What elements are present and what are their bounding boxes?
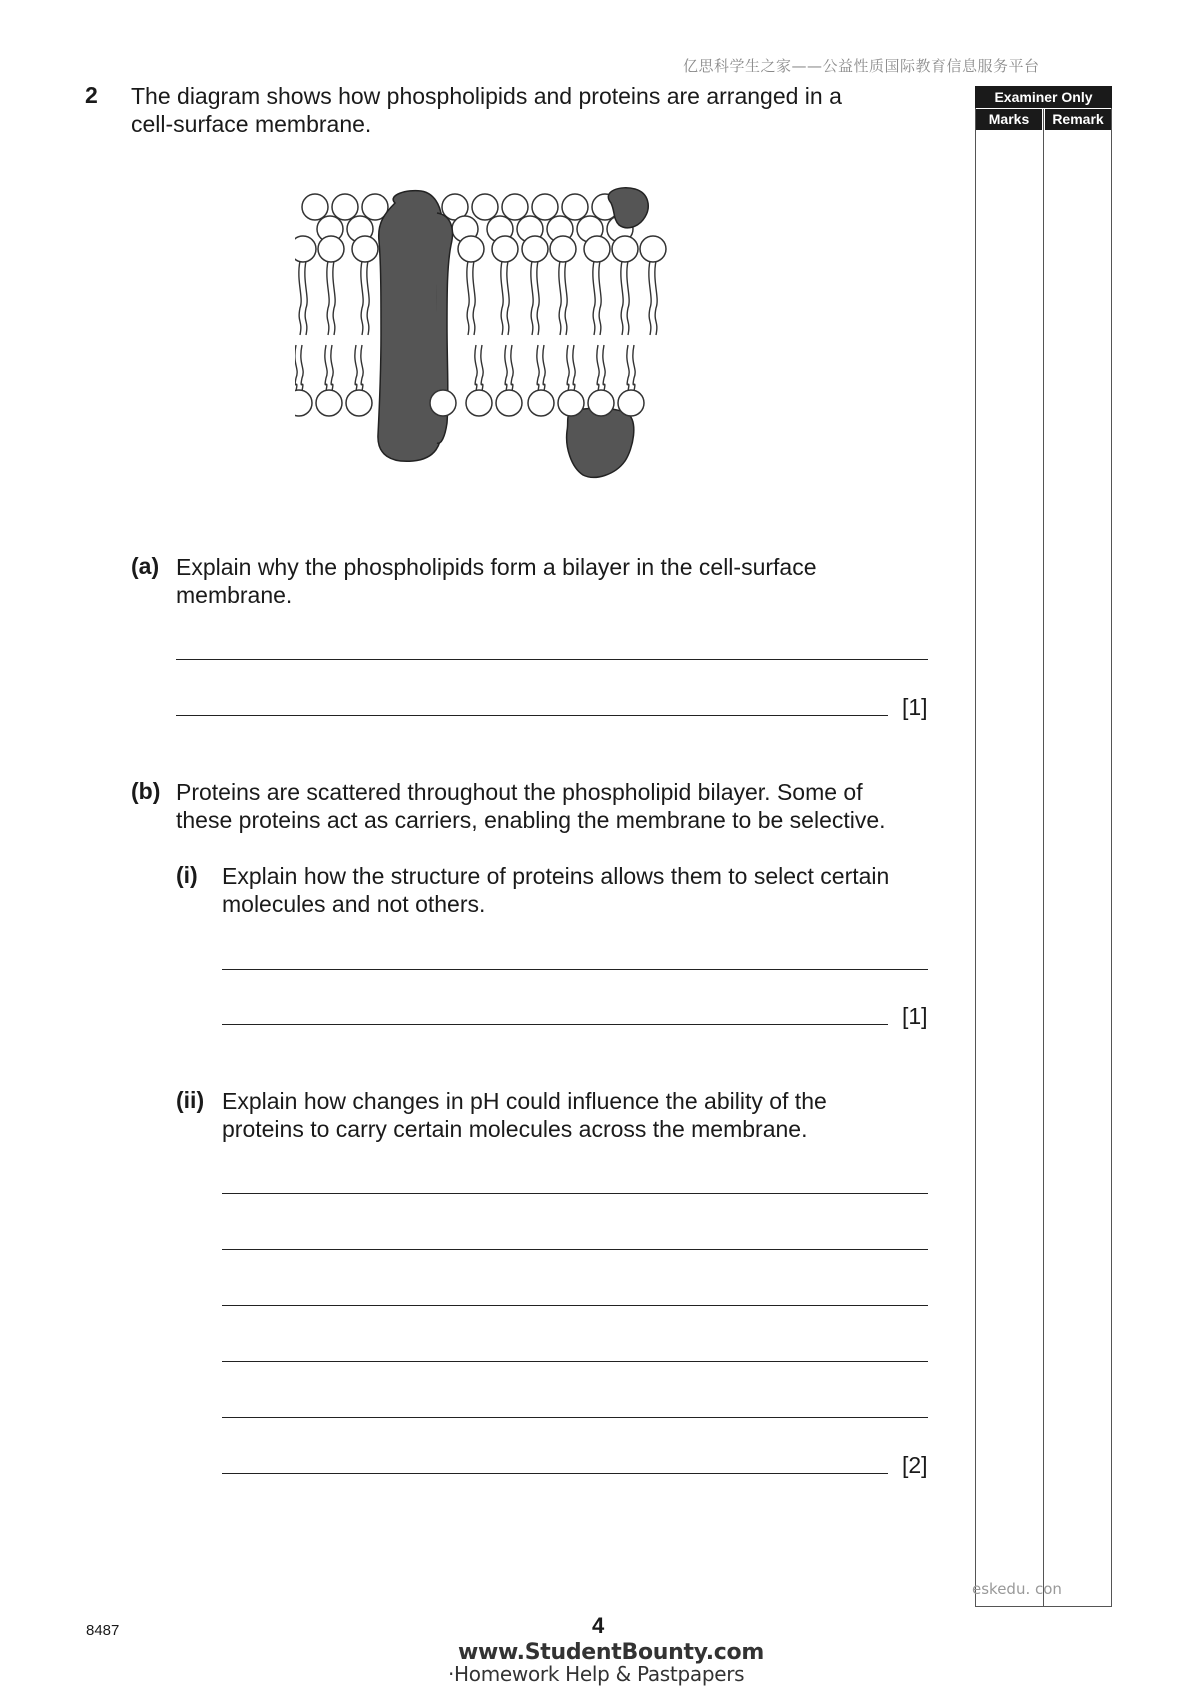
phospholipid-tail xyxy=(603,345,605,391)
phospholipid-head xyxy=(346,390,372,416)
cell-membrane-diagram xyxy=(295,185,715,495)
page-number: 4 xyxy=(592,1613,605,1638)
phospholipid-head xyxy=(318,236,344,262)
phospholipid-tail xyxy=(559,261,561,335)
phospholipid-head xyxy=(302,194,328,220)
phospholipid-head xyxy=(295,390,312,416)
phospholipid-tail xyxy=(593,261,595,335)
phospholipid-tail xyxy=(621,261,623,335)
phospholipid-tail xyxy=(543,345,545,391)
phospholipid-tail xyxy=(531,261,533,335)
phospholipid-tail xyxy=(505,345,507,391)
part-a-label: (a) xyxy=(131,553,160,579)
part-b-ii-question-line1: Explain how changes in pH could influence the ability of the xyxy=(222,1088,827,1114)
phospholipid-tail xyxy=(627,261,629,335)
phospholipid-tail xyxy=(331,345,333,391)
phospholipid-head xyxy=(466,390,492,416)
phospholipid-head xyxy=(558,390,584,416)
phospholipid-tail xyxy=(597,345,599,391)
channel-protein xyxy=(378,191,442,462)
header-watermark: 亿思科学生之家——公益性质国际教育信息服务平台 xyxy=(683,57,1040,75)
examiner-title: Examiner Only xyxy=(975,86,1112,108)
examiner-remark-header: Remark xyxy=(1045,109,1111,130)
phospholipid-tail xyxy=(299,261,301,335)
part-a-question-line2: membrane. xyxy=(176,582,293,608)
part-b-i-question-line1: Explain how the structure of proteins allows them to select certain xyxy=(222,863,890,889)
phospholipid-tail xyxy=(467,261,469,335)
phospholipid-tail xyxy=(301,345,303,391)
phospholipid-tail xyxy=(507,261,509,335)
part-b-i-answer-line[interactable] xyxy=(222,1024,888,1025)
phospholipid-head xyxy=(612,236,638,262)
question-intro-line2: cell-surface membrane. xyxy=(131,111,372,137)
phospholipid-head xyxy=(584,236,610,262)
part-b-i-label: (i) xyxy=(176,862,198,888)
site-url-logo[interactable]: www.StudentBounty.com xyxy=(458,1640,764,1665)
phospholipid-head xyxy=(562,194,588,220)
phospholipid-head xyxy=(640,236,666,262)
paper-code: 8487 xyxy=(86,1622,120,1639)
phospholipid-tail xyxy=(573,345,575,391)
phospholipid-head xyxy=(332,194,358,220)
part-b-ii-marks: [2] xyxy=(902,1452,928,1478)
examiner-column-divider xyxy=(1043,109,1044,1607)
phospholipid-tail xyxy=(565,261,567,335)
phospholipid-head xyxy=(492,236,518,262)
question-number: 2 xyxy=(85,82,98,108)
part-b-ii-answer-line[interactable] xyxy=(222,1361,928,1362)
phospholipid-head xyxy=(588,390,614,416)
examiner-marks-header: Marks xyxy=(976,109,1042,130)
phospholipid-head xyxy=(522,236,548,262)
phospholipid-head xyxy=(316,390,342,416)
part-b-label: (b) xyxy=(131,778,161,804)
footer-watermark: eskedu. con xyxy=(972,1580,1062,1598)
phospholipid-head xyxy=(550,236,576,262)
part-b-ii-answer-line[interactable] xyxy=(222,1417,928,1418)
phospholipid-tail xyxy=(333,261,335,335)
part-a-marks: [1] xyxy=(902,694,928,720)
phospholipid-tail xyxy=(355,345,357,391)
question-intro-line1: The diagram shows how phospholipids and proteins are arranged in a xyxy=(131,83,842,109)
phospholipid-heads-bottom xyxy=(295,390,644,416)
phospholipid-tail xyxy=(633,345,635,391)
phospholipid-head xyxy=(532,194,558,220)
phospholipid-heads-top xyxy=(302,194,648,242)
phospholipid-tail xyxy=(511,345,513,391)
phospholipid-head xyxy=(352,236,378,262)
part-b-ii-label: (ii) xyxy=(176,1087,205,1113)
phospholipid-head xyxy=(458,236,484,262)
phospholipid-head xyxy=(528,390,554,416)
phospholipid-head xyxy=(295,236,316,262)
part-b-ii-question-line2: proteins to carry certain molecules across the membrane. xyxy=(222,1116,808,1142)
phospholipid-tail xyxy=(649,261,651,335)
part-b-text-line1: Proteins are scattered throughout the phospholipid bilayer. Some of xyxy=(176,779,863,805)
part-a-question-line1: Explain why the phospholipids form a bilayer in the cell-surface xyxy=(176,554,817,580)
phospholipid-head xyxy=(472,194,498,220)
part-b-i-question-line2: molecules and not others. xyxy=(222,891,486,917)
phospholipid-tail xyxy=(325,345,327,391)
phospholipid-tail xyxy=(361,261,363,335)
phospholipid-tail xyxy=(567,345,569,391)
phospholipid-tail xyxy=(327,261,329,335)
part-b-i-marks: [1] xyxy=(902,1003,928,1029)
part-b-ii-answer-line[interactable] xyxy=(222,1305,928,1306)
phospholipid-head xyxy=(618,390,644,416)
phospholipid-tail xyxy=(295,345,297,391)
phospholipid-head xyxy=(430,390,456,416)
phospholipid-tail xyxy=(481,345,483,391)
phospholipid-tail xyxy=(537,345,539,391)
phospholipid-tail xyxy=(627,345,629,391)
part-a-answer-line[interactable] xyxy=(176,715,888,716)
part-b-ii-answer-line[interactable] xyxy=(222,1193,928,1194)
phospholipid-head xyxy=(502,194,528,220)
phospholipid-tail xyxy=(305,261,307,335)
part-b-i-answer-line[interactable] xyxy=(222,969,928,970)
phospholipid-tails xyxy=(295,261,657,391)
phospholipid-tail xyxy=(655,261,657,335)
phospholipid-tail xyxy=(599,261,601,335)
part-b-ii-answer-line[interactable] xyxy=(222,1249,928,1250)
site-tagline: ·Homework Help & Pastpapers xyxy=(448,1662,745,1686)
phospholipid-tail xyxy=(367,261,369,335)
part-b-ii-answer-line[interactable] xyxy=(222,1473,888,1474)
part-a-answer-line[interactable] xyxy=(176,659,928,660)
part-b-text-line2: these proteins act as carriers, enabling the membrane to be selective. xyxy=(176,807,886,833)
phospholipid-tail xyxy=(361,345,363,391)
phospholipid-tail xyxy=(473,261,475,335)
phospholipid-tail xyxy=(475,345,477,391)
peripheral-protein-bottom xyxy=(567,408,634,477)
phospholipid-head xyxy=(496,390,522,416)
phospholipid-tail xyxy=(501,261,503,335)
phospholipid-tail xyxy=(537,261,539,335)
